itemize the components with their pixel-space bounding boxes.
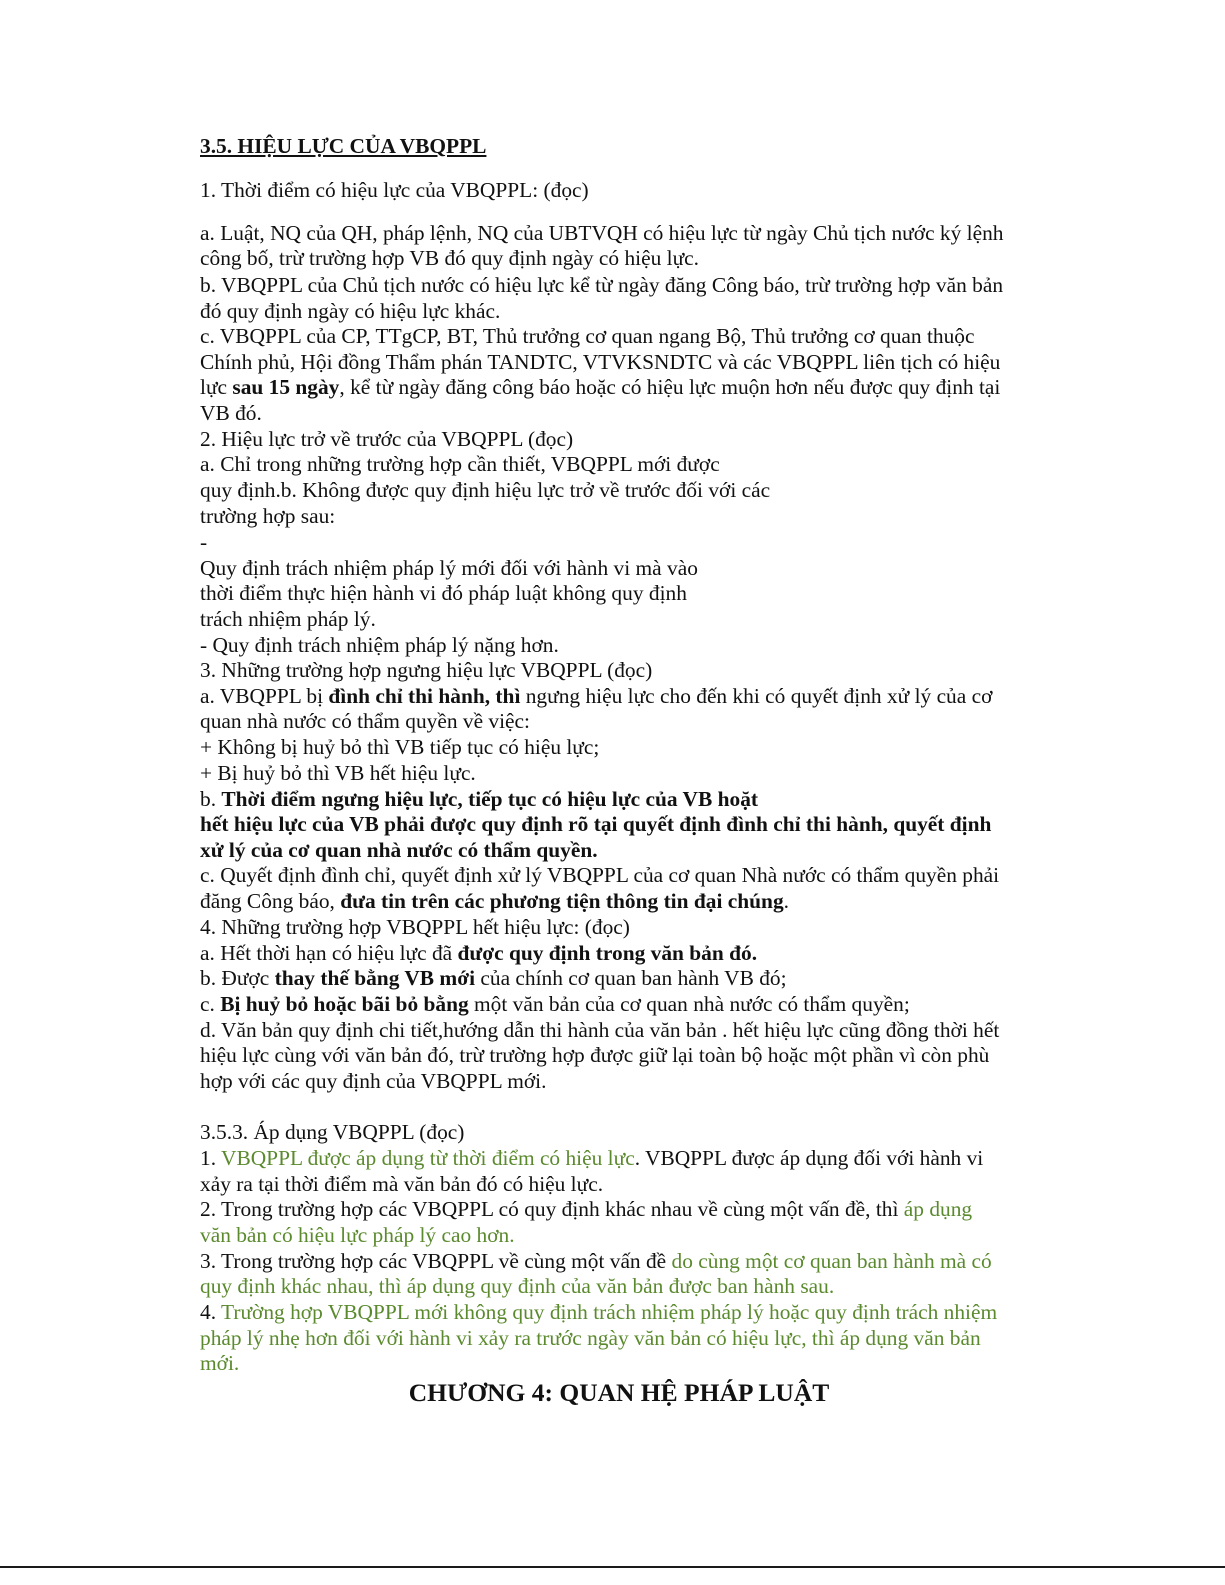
p4-d-line1: d. Văn bản quy định chi tiết,hướng dẫn thi hành của văn bản . hết hiệu lực cũng đồng thời hết	[200, 1018, 1000, 1042]
p2-line1: a. Chỉ trong những trường hợp cần thiết, VBQPPL mới được	[200, 452, 720, 476]
emphasis-15-days: sau 15 ngày	[232, 375, 340, 399]
p2-heading: 2. Hiệu lực trở về trước của VBQPPL (đọc)	[200, 427, 574, 451]
p2-line4: Quy định trách nhiệm pháp lý mới đối với hành vi mà vào	[200, 556, 698, 580]
p4-d-line2: hiệu lực cùng với văn bản đó, trừ trường hợp được giữ lại toàn bộ hoặc một phần vì còn phù	[200, 1043, 990, 1067]
s353-item4-line1: 4. Trường hợp VBQPPL mới không quy định trách nhiệm pháp lý hoặc quy định trách nhiệm	[200, 1300, 998, 1324]
section-title: 3.5. HIỆU LỰC CỦA VBQPPL	[200, 134, 487, 158]
s353-item2-line2: văn bản có hiệu lực pháp lý cao hơn.	[200, 1223, 515, 1247]
p2-line2: quy định.b. Không được quy định hiệu lực trở về trước đối với các	[200, 478, 771, 502]
p1-c-line4: VB đó.	[200, 401, 262, 425]
page-bottom-rule	[0, 1566, 1225, 1568]
s353-item1-line1: 1. VBQPPL được áp dụng từ thời điểm có hiệu lực. VBQPPL được áp dụng đối với hành vi	[200, 1146, 984, 1170]
p3-b-line2: hết hiệu lực của VB phải được quy định rõ tại quyết định đình chỉ thi hành, quyết định	[200, 812, 992, 836]
s353-item4-line2: pháp lý nhẹ hơn đối với hành vi xảy ra trước ngày văn bản có hiệu lực, thì áp dụng văn bản	[200, 1326, 981, 1350]
s353-item4-line3: mới.	[200, 1351, 240, 1375]
s353-item1-line2: xảy ra tại thời điểm mà văn bản đó có hiệu lực.	[200, 1172, 604, 1196]
p3-heading: 3. Những trường hợp ngưng hiệu lực VBQPPL (đọc)	[200, 658, 653, 682]
p4-a: a. Hết thời hạn có hiệu lực đã được quy định trong văn bản đó.	[200, 941, 758, 965]
chapter-title: CHƯƠNG 4: QUAN HỆ PHÁP LUẬT	[408, 1378, 830, 1407]
p4-b: b. Được thay thế bằng VB mới của chính cơ quan ban hành VB đó;	[200, 966, 787, 990]
p2-line6: trách nhiệm pháp lý.	[200, 607, 376, 631]
p1-heading: 1. Thời điểm có hiệu lực của VBQPPL: (đọc)	[200, 178, 589, 202]
p3-a-line2: quan nhà nước có thẩm quyền về việc:	[200, 709, 530, 733]
p3-c-line1: c. Quyết định đình chỉ, quyết định xử lý VBQPPL của cơ quan Nhà nước có thẩm quyền phải	[200, 863, 1000, 887]
p1-a-line1: a. Luật, NQ của QH, pháp lệnh, NQ của UBTVQH có hiệu lực từ ngày Chủ tịch nước ký lệnh	[200, 221, 1004, 245]
s353-item2-line1: 2. Trong trường hợp các VBQPPL có quy định khác nhau về cùng một vấn đề, thì áp dụng	[200, 1197, 973, 1221]
p3-c-line2: đăng Công báo, đưa tin trên các phương tiện thông tin đại chúng.	[200, 889, 789, 913]
s353-item3-line1: 3. Trong trường hợp các VBQPPL về cùng một vấn đề do cùng một cơ quan ban hành mà có	[200, 1249, 992, 1273]
s353-item3-line2: quy định khác nhau, thì áp dụng quy định của văn bản được ban hành sau.	[200, 1274, 835, 1298]
p3-a-line1: a. VBQPPL bị đình chỉ thi hành, thì ngưng hiệu lực cho đến khi có quyết định xử lý của cơ	[200, 684, 993, 708]
p2-line5: thời điểm thực hiện hành vi đó pháp luật không quy định	[200, 581, 687, 605]
p1-c-line2: Chính phủ, Hội đồng Thẩm phán TANDTC, VTVKSNDTC và các VBQPPL liên tịch có hiệu	[200, 350, 1001, 374]
p1-b-line2: đó quy định ngày có hiệu lực khác.	[200, 299, 501, 323]
p1-a-line2: công bố, trừ trường hợp VB đó quy định ngày có hiệu lực.	[200, 246, 700, 270]
p4-c: c. Bị huỷ bỏ hoặc bãi bỏ bằng một văn bản của cơ quan nhà nước có thẩm quyền;	[200, 992, 910, 1016]
p3-plus1: + Không bị huỷ bỏ thì VB tiếp tục có hiệu lực;	[200, 735, 600, 759]
p3-b-line3: xử lý của cơ quan nhà nước có thẩm quyền.	[200, 838, 598, 862]
p2-line7: - Quy định trách nhiệm pháp lý nặng hơn.	[200, 633, 559, 657]
p3-plus2: + Bị huỷ bỏ thì VB hết hiệu lực.	[200, 761, 476, 785]
p4-d-line3: hợp với các quy định của VBQPPL mới.	[200, 1069, 547, 1093]
p1-b-line1: b. VBQPPL của Chủ tịch nước có hiệu lực kể từ ngày đăng Công báo, trừ trường hợp văn bản	[200, 273, 1004, 297]
p1-c-line3: lực sau 15 ngày, kể từ ngày đăng công báo hoặc có hiệu lực muộn hơn nếu được quy định tại	[200, 375, 1001, 399]
p1-c-line1: c. VBQPPL của CP, TTgCP, BT, Thủ trưởng cơ quan ngang Bộ, Thủ trưởng cơ quan thuộc	[200, 324, 975, 348]
p3-b-line1: b. Thời điểm ngưng hiệu lực, tiếp tục có hiệu lực của VB hoặt	[200, 787, 759, 811]
p4-heading: 4. Những trường hợp VBQPPL hết hiệu lực: (đọc)	[200, 915, 630, 939]
s353-heading: 3.5.3. Áp dụng VBQPPL (đọc)	[200, 1120, 465, 1144]
p2-line3: trường hợp sau:	[200, 504, 336, 528]
p2-dash: -	[200, 530, 208, 554]
